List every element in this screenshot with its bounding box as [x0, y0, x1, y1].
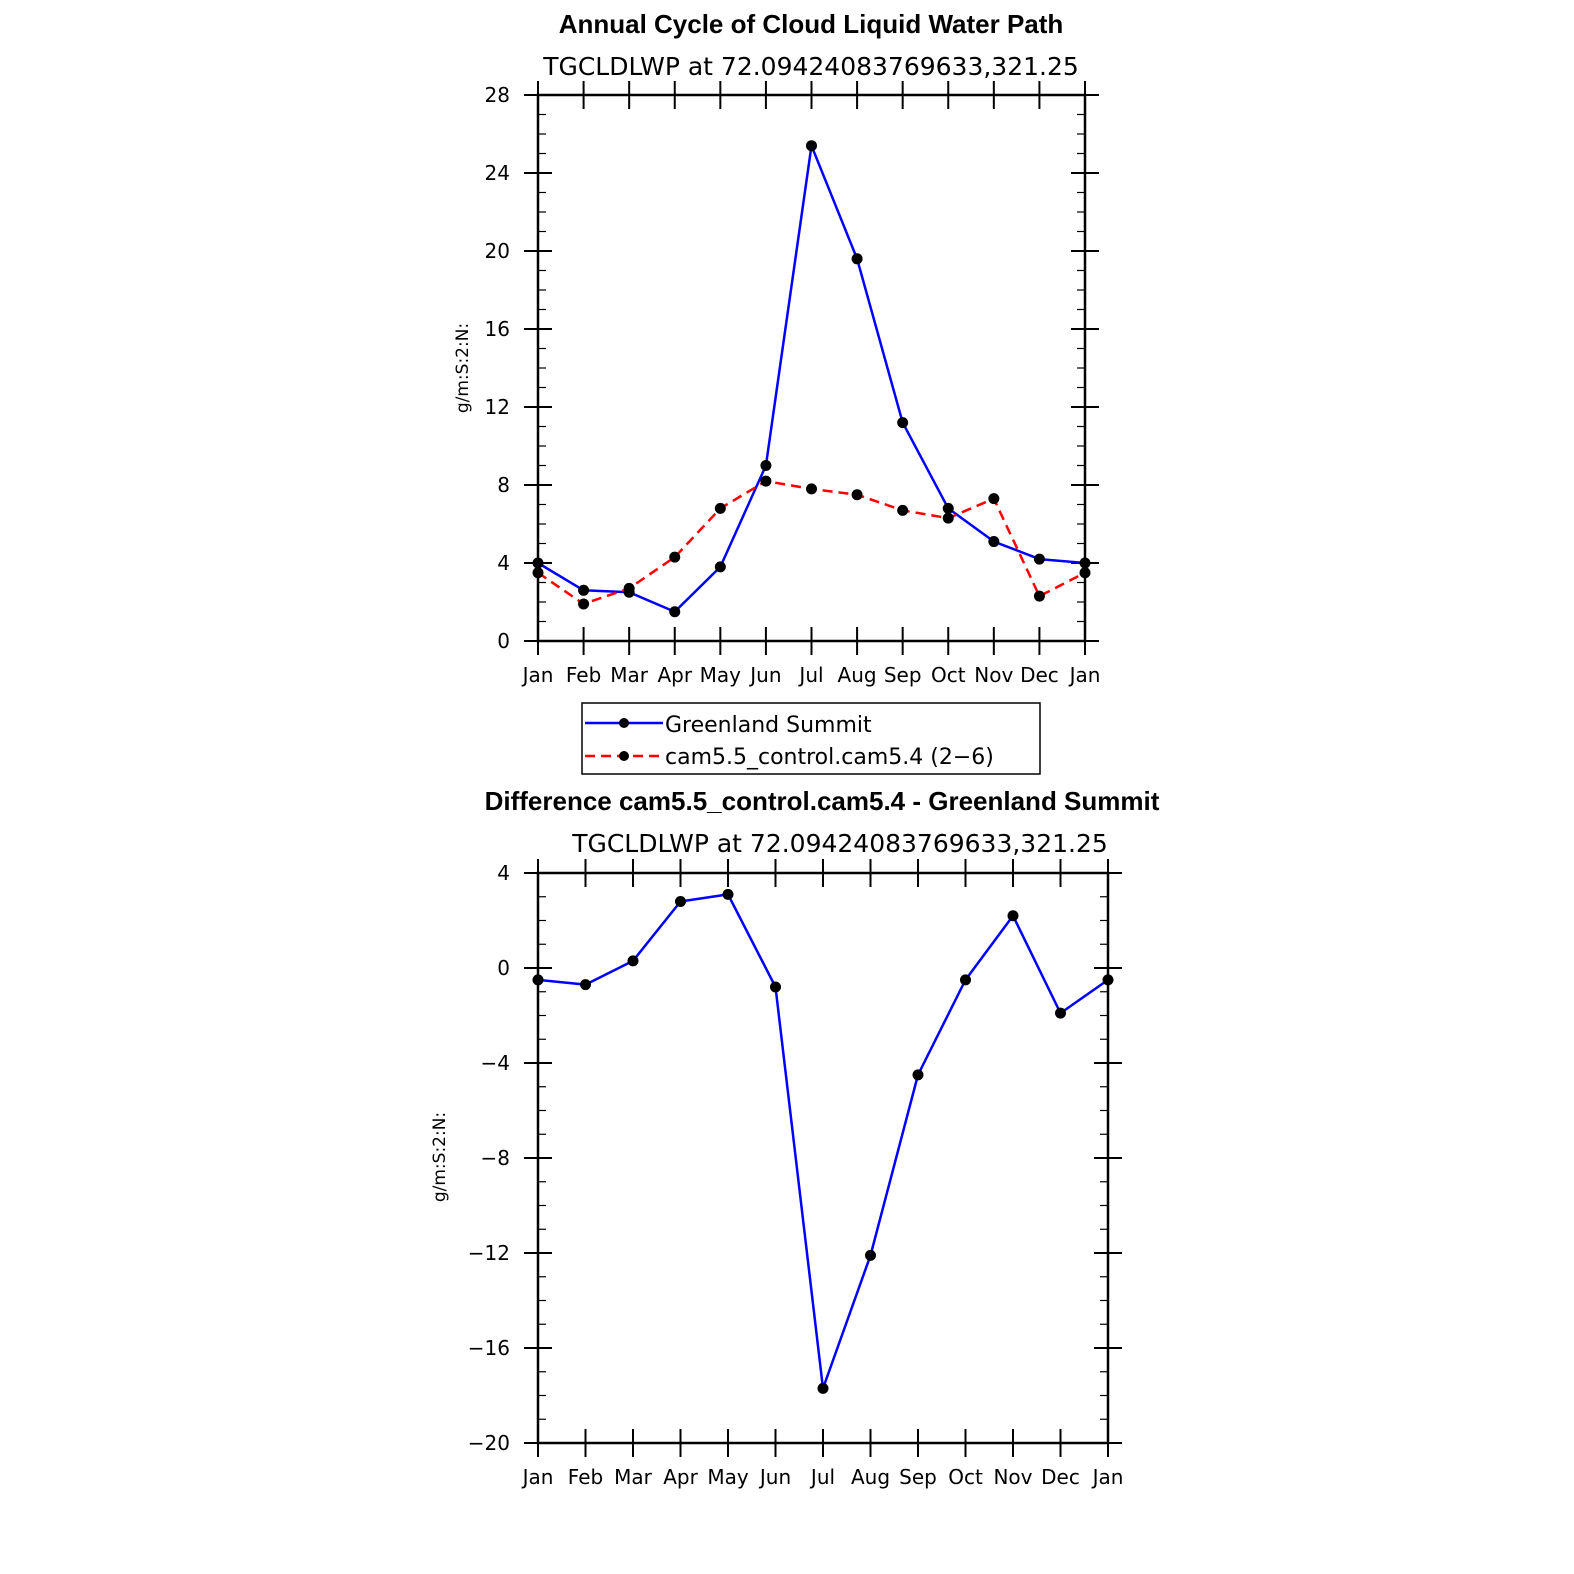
data-point — [988, 536, 999, 547]
x-tick-label: Aug — [837, 663, 877, 687]
series-line-1 — [538, 481, 1085, 604]
bottom-chart-subtitle: TGCLDLWP at 72.09424083769633,321.25 — [572, 829, 1108, 858]
x-tick-label: May — [707, 1465, 749, 1489]
data-point — [715, 503, 726, 514]
data-point — [1008, 910, 1019, 921]
y-tick-label: 24 — [484, 161, 510, 185]
data-point — [760, 460, 771, 471]
data-point — [675, 896, 686, 907]
x-tick-label: Feb — [565, 663, 602, 687]
x-tick-label: Jun — [750, 663, 782, 687]
y-tick-label: 12 — [484, 395, 510, 419]
top-chart-series — [533, 140, 1091, 617]
x-tick-label: Apr — [663, 1465, 698, 1489]
top-chart-plot-frame — [538, 95, 1085, 641]
data-point — [578, 598, 589, 609]
x-tick-label: Feb — [567, 1465, 604, 1489]
data-point — [913, 1069, 924, 1080]
x-tick-label: Nov — [974, 663, 1014, 687]
data-point — [1055, 1008, 1066, 1019]
top-chart-title: Annual Cycle of Cloud Liquid Water Path — [558, 9, 1064, 39]
legend-label-cam5: cam5.5_control.cam5.4 (2−6) — [665, 745, 994, 770]
x-tick-label: May — [699, 663, 742, 687]
bottom-chart-series — [533, 889, 1114, 1394]
data-point — [580, 979, 591, 990]
top-chart-ticks — [485, 81, 1101, 687]
y-tick-label: 8 — [497, 473, 510, 497]
x-tick-label: Mar — [614, 1465, 652, 1489]
data-point — [943, 513, 954, 524]
legend-marker-greenland-summit — [619, 718, 629, 728]
y-tick-label: −20 — [467, 1431, 510, 1455]
bottom-chart-title: Difference cam5.5_control.cam5.4 - Greenland Summit — [484, 786, 1160, 816]
y-tick-label: −8 — [480, 1146, 510, 1170]
x-tick-label: Sep — [899, 1465, 937, 1489]
data-point — [988, 493, 999, 504]
x-tick-label: Oct — [930, 663, 966, 687]
x-tick-label: Sep — [883, 663, 922, 687]
data-point — [533, 567, 544, 578]
y-tick-label: −4 — [480, 1051, 510, 1075]
x-tick-label: Jan — [522, 1465, 554, 1489]
data-point — [1034, 554, 1045, 565]
data-point — [1103, 974, 1114, 985]
data-point — [806, 483, 817, 494]
x-tick-label: Dec — [1020, 663, 1059, 687]
data-point — [818, 1383, 829, 1394]
top-chart — [453, 9, 1100, 774]
data-point — [760, 476, 771, 487]
data-point — [715, 561, 726, 572]
legend-label-greenland-summit: Greenland Summit — [665, 713, 872, 738]
data-point — [897, 505, 908, 516]
x-tick-label: Jan — [522, 663, 554, 687]
data-point — [533, 558, 544, 569]
data-point — [1034, 591, 1045, 602]
data-point — [723, 889, 734, 900]
y-tick-label: 4 — [497, 861, 510, 885]
y-tick-label: 16 — [484, 317, 510, 341]
y-tick-label: −12 — [467, 1241, 510, 1265]
x-tick-label: Aug — [850, 1465, 891, 1489]
x-tick-label: Jun — [759, 1465, 792, 1489]
data-point — [628, 955, 639, 966]
top-chart-subtitle: TGCLDLWP at 72.09424083769633,321.25 — [543, 52, 1079, 81]
y-tick-label: −16 — [467, 1336, 510, 1360]
data-point — [852, 253, 863, 264]
y-tick-label: 20 — [484, 239, 510, 263]
data-point — [669, 552, 680, 563]
legend-marker-cam5 — [619, 751, 629, 761]
data-point — [943, 503, 954, 514]
data-point — [897, 417, 908, 428]
data-point — [960, 974, 971, 985]
series-line-0 — [538, 894, 1108, 1388]
y-tick-label: 4 — [497, 551, 510, 575]
x-tick-label: Oct — [948, 1465, 983, 1489]
data-point — [1080, 558, 1091, 569]
data-point — [806, 140, 817, 151]
y-tick-label: 0 — [497, 629, 510, 653]
y-tick-label: 28 — [484, 83, 510, 107]
x-tick-label: Jan — [1069, 663, 1101, 687]
bottom-chart-y-axis-label: g/m:S:2:N: — [430, 1111, 450, 1203]
top-chart-legend — [582, 703, 1040, 774]
bottom-chart-ticks — [468, 859, 1124, 1489]
data-point — [578, 585, 589, 596]
data-point — [852, 489, 863, 500]
x-tick-label: Apr — [657, 663, 693, 687]
x-tick-label: Jan — [1092, 1465, 1124, 1489]
data-point — [1080, 567, 1091, 578]
data-point — [533, 974, 544, 985]
top-chart-y-axis-label: g/m:S:2:N: — [453, 322, 473, 414]
bottom-chart — [430, 786, 1160, 1489]
data-point — [770, 982, 781, 993]
data-point — [624, 583, 635, 594]
x-tick-label: Jul — [810, 1465, 836, 1489]
data-point — [669, 606, 680, 617]
bottom-chart-plot-frame — [538, 873, 1108, 1443]
series-line-0 — [538, 146, 1085, 612]
data-point — [865, 1250, 876, 1261]
x-tick-label: Dec — [1041, 1465, 1080, 1489]
x-tick-label: Jul — [799, 663, 824, 687]
x-tick-label: Nov — [993, 1465, 1033, 1489]
x-tick-label: Mar — [610, 663, 649, 687]
y-tick-label: 0 — [497, 956, 510, 980]
